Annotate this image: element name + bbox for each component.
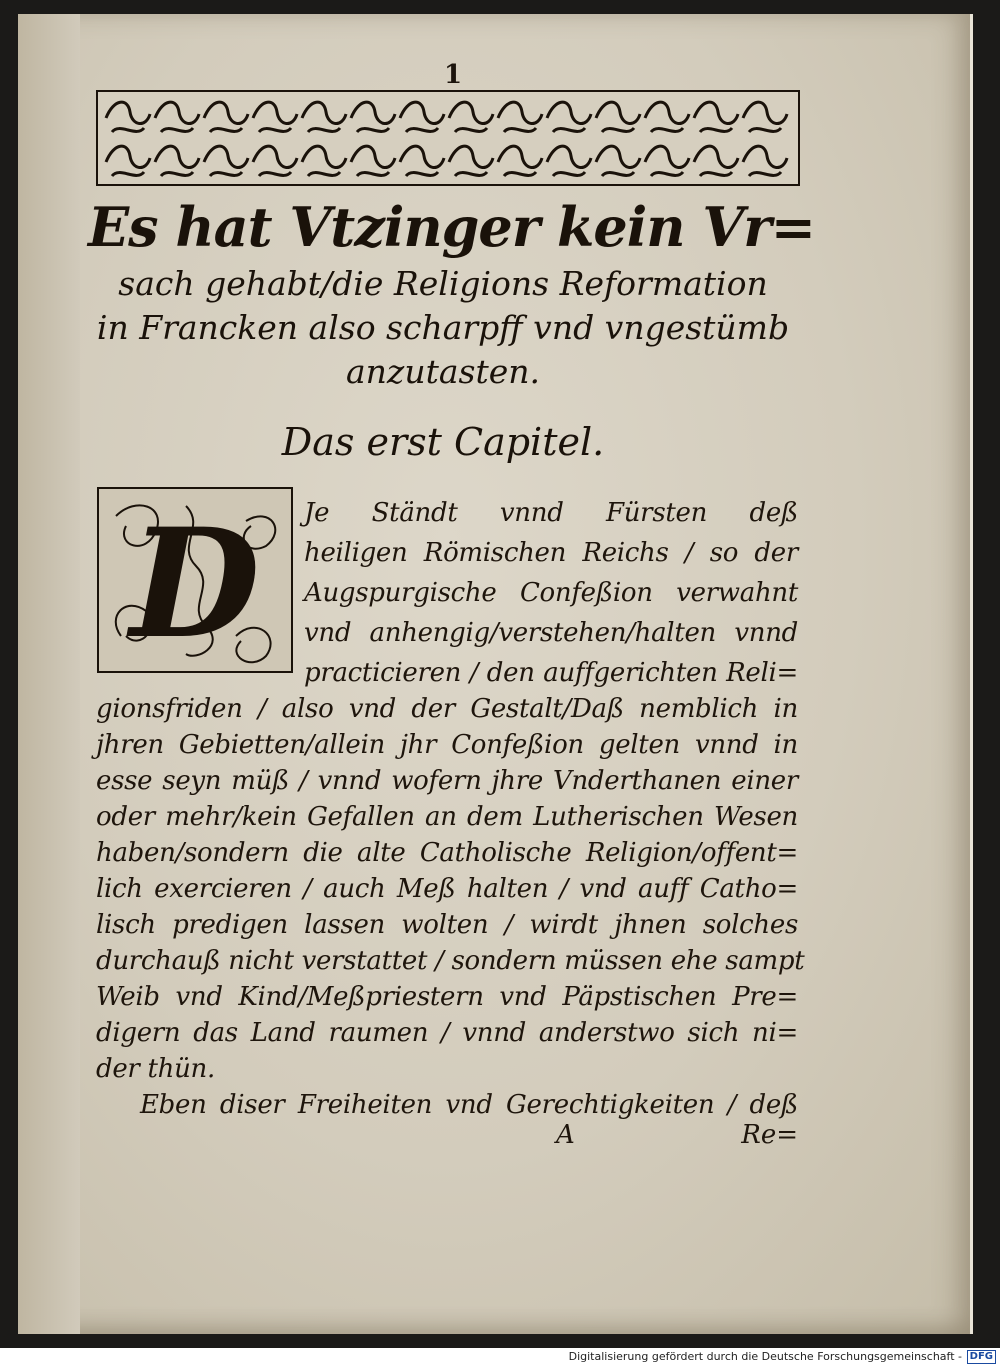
body-line-5: practicieren / den auffgerichten Reli= — [304, 658, 798, 688]
title-line-3: in Francken also scharpff vnd vngestümb — [96, 308, 790, 347]
body-line-15: digern das Land raumen / vnnd anderstwo sich ni= — [96, 1018, 798, 1048]
body-line-7: jhren Gebietten/allein jhr Confeßion gelten vnnd in — [96, 730, 798, 760]
body-line-9: oder mehr/kein Gefallen an dem Lutherischen Wesen — [96, 802, 798, 832]
decorated-initial-d — [96, 486, 294, 674]
body-line-8: esse seyn müß / vnnd wofern jhre Vnderthanen einer — [96, 766, 798, 796]
body-line-13: durchauß nicht verstattet / sondern müssen ehe sampt — [96, 946, 805, 976]
body-line-6: gionsfriden / also vnd der Gestalt/Daß nemblich in — [96, 694, 798, 724]
signature-mark: A — [556, 1120, 575, 1150]
body-line-12: lisch predigen lassen wolten / wirdt jhnen solches — [96, 910, 798, 940]
body-line-17: Eben diser Freiheiten vnd Gerechtigkeiten / deß — [140, 1090, 798, 1120]
body-line-10: haben/sondern die alte Catholische Religion/offent= — [96, 838, 798, 868]
catchword-line — [536, 1120, 798, 1158]
ornamental-header-band — [96, 90, 800, 186]
body-line-16: der thün. — [96, 1054, 215, 1084]
page-number: 1 — [444, 60, 463, 90]
title-line-1: Es hat Vtzinger kein Vr= — [88, 195, 815, 259]
body-line-1: Je Ständt vnnd Fürsten deß — [304, 498, 798, 528]
page-gutter — [18, 14, 80, 1334]
dfg-logo-icon: DFG — [967, 1350, 996, 1364]
catchword: Re= — [741, 1120, 798, 1150]
initial-letter: D — [129, 496, 261, 672]
body-line-4: vnd anhengig/verstehen/halten vnnd — [304, 618, 798, 648]
body-line-14: Weib vnd Kind/Meßpriestern vnd Päpstischen Pre= — [96, 982, 798, 1012]
chapter-title: Das erst Capitel. — [281, 420, 605, 464]
chapter-heading — [88, 192, 815, 394]
funding-notice: Digitalisierung gefördert durch die Deutsche Forschungsgemeinschaft - — [568, 1350, 962, 1363]
body-line-3: Augspurgische Confeßion verwahnt — [304, 578, 798, 608]
footer-bar — [0, 1348, 1000, 1367]
body-line-2: heiligen Römischen Reichs / so der — [304, 538, 798, 568]
title-line-2: sach gehabt/die Religions Reformation — [118, 264, 768, 303]
body-line-11: lich exercieren / auch Meß halten / vnd auff Catho= — [96, 874, 798, 904]
title-line-4: anzutasten. — [346, 352, 540, 391]
